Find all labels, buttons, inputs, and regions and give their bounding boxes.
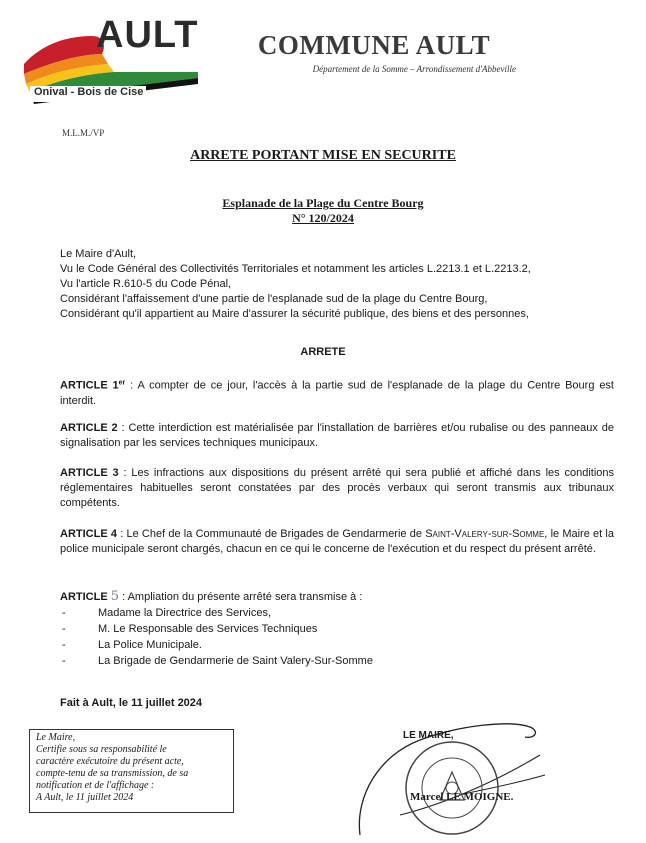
article-2 xyxy=(60,421,614,451)
article-4-label: ARTICLE 4 xyxy=(60,528,117,540)
list-bullet: - xyxy=(62,655,66,667)
logo-name: AULT xyxy=(96,14,199,56)
list-bullet: - xyxy=(62,623,66,635)
certification-line: notification et de l'affichage : xyxy=(36,780,155,791)
article-4-text-after: , le Maire et la police municipale seront chargés, chacun en ce qui le concerne de l'exécution et du respect du présent arrêté. xyxy=(60,528,614,555)
reference-code: M.L.M./VP xyxy=(62,128,105,138)
list-bullet: - xyxy=(62,639,66,651)
article-2-text: : Cette interdiction est matérialisée par l'installation de barrières et/ou rubalise ou des panneaux de signalisation par les services techniques municipaux. xyxy=(60,422,614,449)
recipient-text: La Police Municipale. xyxy=(98,639,202,651)
mairie-stamp xyxy=(402,738,502,838)
article-4-place: Saint-Valery-sur-Somme xyxy=(425,528,545,540)
list-bullet: - xyxy=(62,607,66,619)
article-1-label: ARTICLE 1 xyxy=(60,379,119,392)
certification-line: caractère exécutoire du présent acte, xyxy=(36,756,184,767)
commune-title: COMMUNE AULT xyxy=(257,30,491,60)
preamble-line: Vu l'article R.610-5 du Code Pénal, xyxy=(60,278,232,290)
certification-line: Le Maire, xyxy=(36,732,76,743)
article-5-number: 5 xyxy=(110,589,120,604)
article-3-text: : Les infractions aux dispositions du présent arrêté qui sera publié et affiché dans les conditions réglementaires habituelles seront constatées par des procès verbaux qui seront transmis aux tribunaux compétents. xyxy=(60,467,614,509)
article-3 xyxy=(60,466,614,511)
article-2-label: ARTICLE 2 xyxy=(60,422,118,434)
article-1-sup: er xyxy=(118,379,126,386)
arrete-heading: ARRETE xyxy=(300,346,346,358)
recipient-text: La Brigade de Gendarmerie de Saint Valery-Sur-Somme xyxy=(98,655,373,667)
certification-line: Certifie sous sa responsabilité le xyxy=(36,744,167,755)
commune-subtitle: Département de la Somme – Arrondissement d'Abbeville xyxy=(312,64,516,74)
document-number: N° 120/2024 xyxy=(292,211,354,225)
article-3-label: ARTICLE 3 xyxy=(60,467,119,479)
article-1 xyxy=(60,375,614,409)
list-item xyxy=(62,621,373,637)
article-1-text: : A compter de ce jour, l'accès à la partie sud de l'esplanade de la plage du Centre Bourg est interdit. xyxy=(60,379,614,407)
signature-title: LE MAIRE, xyxy=(403,730,454,741)
preamble-line: Vu le Code Général des Collectivités Territoriales et notamment les articles L.2213.1 et L.2213.2, xyxy=(60,263,531,275)
preamble-line: Considérant l'affaissement d'une partie de l'esplanade sud de la plage du Centre Bourg, xyxy=(60,293,488,305)
date-place: Fait à Ault, le 11 juillet 2024 xyxy=(60,697,203,709)
article-5 xyxy=(60,589,614,605)
recipient-text: Madame la Directrice des Services, xyxy=(98,607,272,619)
document-title: ARRETE PORTANT MISE EN SECURITE xyxy=(190,148,456,163)
certification-box xyxy=(29,729,234,813)
recipient-list xyxy=(62,605,373,669)
logo-subtitle: Onival - Bois de Cise xyxy=(34,86,144,98)
preamble-line: Le Maire d'Ault, xyxy=(60,248,137,260)
document-subtitle-location: Esplanade de la Plage du Centre Bourg xyxy=(222,196,424,210)
certification-line: compte-tenu de sa transmission, de sa xyxy=(36,768,189,779)
article-4-text-before: : Le Chef de la Communauté de Brigades de Gendarmerie de xyxy=(117,528,426,540)
preamble-line: Considérant qu'il appartient au Maire d'assurer la sécurité publique, des biens et des personnes, xyxy=(60,308,529,320)
mayor-name: Marcel LE MOIGNE. xyxy=(410,791,514,803)
list-item xyxy=(62,637,373,653)
article-5-label: ARTICLE xyxy=(60,591,108,603)
article-4 xyxy=(60,527,614,557)
article-5-text: : Ampliation du présente arrêté sera transmise à : xyxy=(119,591,363,603)
preamble xyxy=(60,247,600,322)
recipient-text: M. Le Responsable des Services Techniques xyxy=(98,623,318,635)
list-item xyxy=(62,605,373,621)
list-item xyxy=(62,653,373,669)
certification-line: A Ault, le 11 juillet 2024 xyxy=(36,792,134,803)
